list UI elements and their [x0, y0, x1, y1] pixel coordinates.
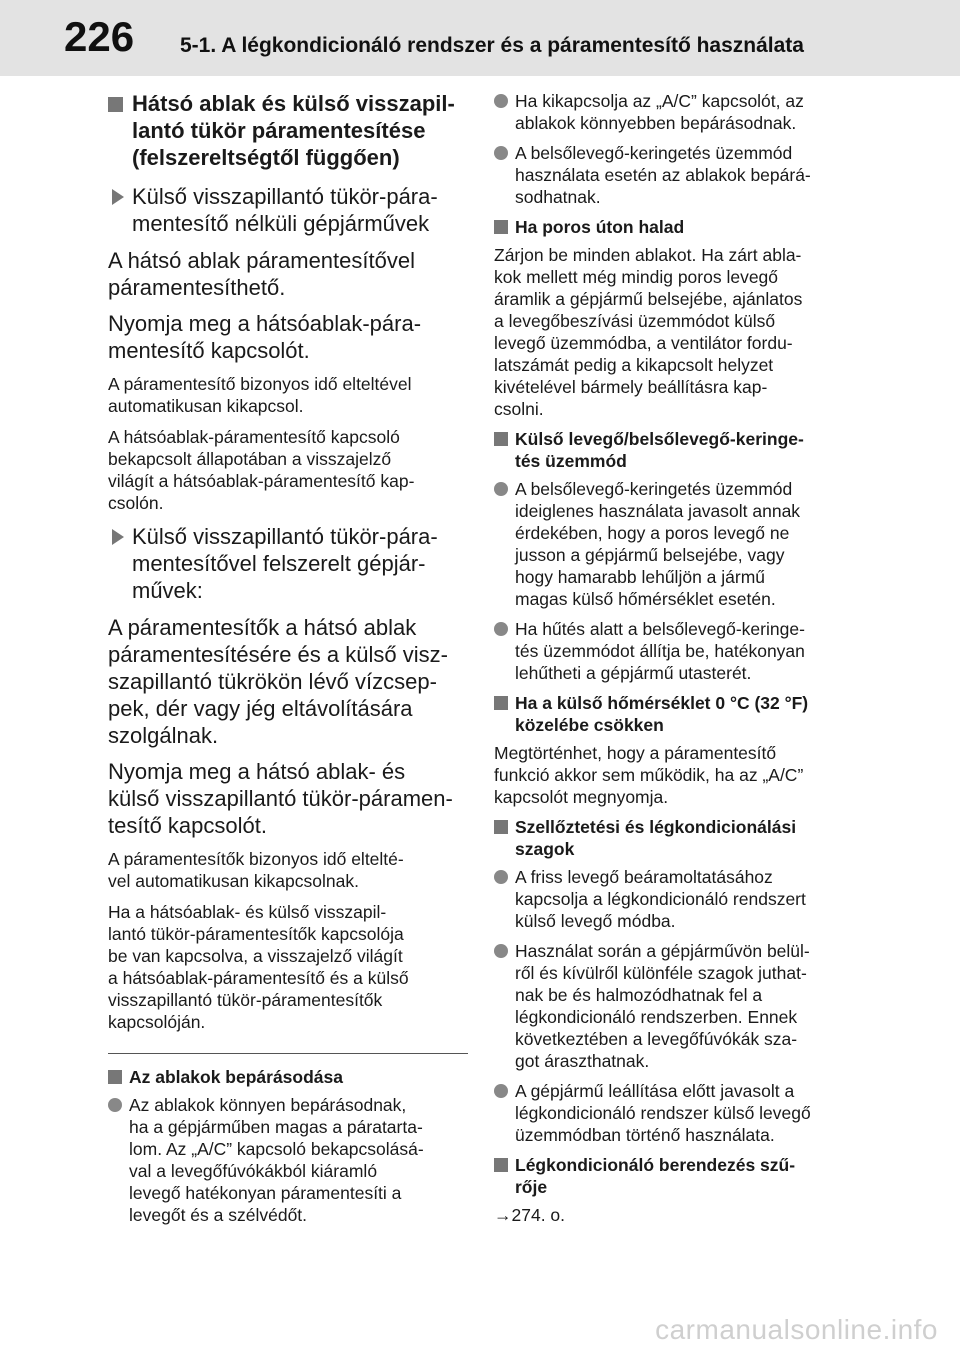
subheading-without-mirror-defogger	[108, 183, 468, 237]
text-line: vel automatikusan kikapcsolnak.	[108, 871, 359, 891]
text-line: a hátsóablak-páramentesítő és a külső	[108, 968, 409, 988]
text-line: ről és kívülről különféle szagok juthat-	[515, 963, 807, 983]
list-item-text	[515, 866, 866, 932]
text-line: Zárjon be minden ablakot. Ha zárt abla-	[494, 245, 802, 265]
square-bullet-icon	[494, 432, 508, 446]
note-text	[108, 426, 468, 514]
list-item-text	[515, 90, 866, 134]
list-item-text	[515, 940, 866, 1072]
text-line: kapcsolót megnyomja.	[494, 787, 669, 807]
text-line: magas külső hőmérséklet esetén.	[515, 589, 776, 609]
text-line: Külső visszapillantó tükör-pára-	[132, 184, 438, 209]
text-line: visszapillantó tükör-páramentesítők	[108, 990, 383, 1010]
text-line: páramentesítésére és a külső visz-	[108, 642, 448, 667]
text-line: latszámát pedig a kikapcsolt helyzet	[494, 355, 774, 375]
text-line: közelébe csökken	[515, 715, 664, 735]
text-line: A friss levegő beáramoltatásához	[515, 867, 773, 887]
paragraph	[494, 244, 866, 420]
list-item-text	[515, 478, 866, 610]
text-line: üzemmódban történő használata.	[515, 1125, 775, 1145]
square-bullet-icon	[494, 820, 508, 834]
text-line: levegő üzemmódba, a ventilátor fordu-	[494, 333, 793, 353]
info-heading-text	[515, 216, 866, 238]
text-line: mentesítővel felszerelt gépjár-	[132, 551, 426, 576]
info-heading-text	[515, 692, 866, 736]
text-line: kapcsolja a légkondicionáló rendszert	[515, 889, 806, 909]
text-line: val a levegőfúvókákból kiáramló	[129, 1161, 378, 1181]
list-item	[494, 90, 866, 134]
text-line: mentesítő nélküli gépjárművek	[132, 211, 430, 236]
heading-text	[132, 90, 468, 171]
text-line: a levegőbeszívási üzemmódot külső	[494, 311, 776, 331]
page-header	[0, 0, 960, 76]
list-item-text	[515, 1080, 866, 1146]
list-item-text	[129, 1094, 468, 1226]
circle-bullet-icon	[494, 94, 508, 108]
text-line: sodhatnak.	[515, 187, 601, 207]
right-column	[494, 90, 866, 1234]
page-number: 226	[64, 13, 135, 60]
text-line: Ha a hátsóablak- és külső visszapil-	[108, 902, 387, 922]
text-line: használata esetén az ablakok bepárá-	[515, 165, 811, 185]
list-item-text	[515, 618, 866, 684]
square-bullet-icon	[108, 97, 123, 112]
circle-bullet-icon	[108, 1098, 122, 1112]
text-line: Az ablakok könnyen bepárásodnak,	[129, 1095, 407, 1115]
section-heading-rear-window-defogger	[108, 90, 468, 171]
text-line: ablakok könnyebben bepárásodnak.	[515, 113, 797, 133]
info-heading-air-mode	[494, 428, 866, 472]
circle-bullet-icon	[494, 482, 508, 496]
list-item	[494, 142, 866, 208]
text-line: szolgálnak.	[108, 723, 219, 748]
text-line: Ha kikapcsolja az „A/C” kapcsolót, az	[515, 91, 804, 111]
list-item-text	[515, 142, 866, 208]
text-line: rője	[515, 1177, 548, 1197]
square-bullet-icon	[494, 220, 508, 234]
text-line: érdekében, hogy a poros levegő ne	[515, 523, 790, 543]
text-line: kok mellett még mindig poros levegő	[494, 267, 779, 287]
text-line: lantó tükör páramentesítése	[132, 118, 426, 143]
circle-bullet-icon	[494, 870, 508, 884]
text-line: Légkondicionáló berendezés szű-	[515, 1155, 796, 1175]
text-line: ha a gépjárműben magas a páratarta-	[129, 1117, 423, 1137]
section-divider	[108, 1053, 468, 1054]
text-line: A hátsóablak-páramentesítő kapcsoló	[108, 427, 400, 447]
circle-bullet-icon	[494, 944, 508, 958]
left-column	[108, 90, 468, 1234]
text-line: tés üzemmódot állítja be, hatékonyan	[515, 641, 805, 661]
info-heading-text	[515, 428, 866, 472]
info-heading-text	[129, 1066, 468, 1088]
text-line: csolón.	[108, 493, 164, 513]
circle-bullet-icon	[494, 146, 508, 160]
text-line: A páramentesítők bizonyos idő eltelté-	[108, 849, 404, 869]
subheading-with-mirror-defogger	[108, 523, 468, 604]
info-heading-text	[515, 1154, 866, 1198]
text-line: nak be és halmozódhatnak fel a	[515, 985, 763, 1005]
square-bullet-icon	[494, 1158, 508, 1172]
text-line: lehűtheti a gépjármű utasterét.	[515, 663, 752, 683]
page-reference-link[interactable]	[494, 1204, 866, 1226]
triangle-bullet-icon	[112, 189, 124, 205]
note-text	[108, 848, 468, 892]
text-line: got áraszthatnak.	[515, 1051, 650, 1071]
info-heading-text	[515, 816, 866, 860]
square-bullet-icon	[108, 1070, 122, 1084]
text-line: be van kapcsolva, a visszajelző világít	[108, 946, 403, 966]
text-line: légkondicionáló rendszerben. Ennek	[515, 1007, 798, 1027]
text-line: kivételével bármely beállításra kap-	[494, 377, 768, 397]
text-line: Nyomja meg a hátsó ablak- és	[108, 759, 406, 784]
note-text	[108, 901, 468, 1033]
text-line: funkció akkor sem működik, ha az „A/C”	[494, 765, 804, 785]
note-text	[108, 373, 468, 417]
text-line: áramlik a gépjármű belsejébe, ajánlatos	[494, 289, 803, 309]
text-line: mentesítő kapcsolót.	[108, 338, 310, 363]
circle-bullet-icon	[494, 1084, 508, 1098]
text-line: csolni.	[494, 399, 544, 419]
info-heading-dusty-road	[494, 216, 866, 238]
text-line: világít a hátsóablak-páramentesítő kap-	[108, 471, 415, 491]
text-line: külső levegő módba.	[515, 911, 676, 931]
text-line: jusson a gépjármű belsejébe, vagy	[515, 545, 785, 565]
paragraph	[108, 758, 468, 839]
subheading-text	[132, 183, 468, 237]
text-line: szapillantó tükrökön lévő vízcsep-	[108, 669, 437, 694]
text-line: lantó tükör-páramentesítők kapcsolója	[108, 924, 404, 944]
list-item	[108, 1094, 468, 1226]
text-line: ideiglenes használata javasolt annak	[515, 501, 801, 521]
info-heading-air-filter	[494, 1154, 866, 1198]
text-line: bekapcsolt állapotában a visszajelző	[108, 449, 392, 469]
text-line: A páramentesítők a hátsó ablak	[108, 615, 417, 640]
list-item	[494, 1080, 866, 1146]
text-line: következtében a levegőfúvókák sza-	[515, 1029, 798, 1049]
text-line: Ha hűtés alatt a belsőlevegő-keringe-	[515, 619, 805, 639]
text-line: művek:	[132, 578, 203, 603]
text-line: tés üzemmód	[515, 451, 627, 471]
list-item	[494, 478, 866, 610]
text-line: (felszereltségtől függően)	[132, 145, 400, 170]
circle-bullet-icon	[494, 622, 508, 636]
text-line: hogy hamarabb lehűljön a jármű	[515, 567, 766, 587]
chapter-title: 5-1. A légkondicionáló rendszer és a páramentesítő használata	[180, 34, 804, 57]
subheading-text	[132, 523, 468, 604]
list-item	[494, 866, 866, 932]
text-line: →274. o.	[494, 1205, 566, 1225]
text-line: lom. Az „A/C” kapcsoló bekapcsolásá-	[129, 1139, 424, 1159]
text-line: levegőt és a szélvédőt.	[129, 1205, 308, 1225]
text-line: Hátsó ablak és külső visszapil-	[132, 91, 455, 116]
watermark: carmanualsonline.info	[655, 1314, 938, 1345]
text-line: légkondicionáló rendszer külső levegő	[515, 1103, 811, 1123]
text-line: automatikusan kikapcsol.	[108, 396, 304, 416]
text-line: A belsőlevegő-keringetés üzemmód	[515, 143, 793, 163]
text-line: Nyomja meg a hátsóablak-pára-	[108, 311, 422, 336]
text-line: kapcsolóján.	[108, 1012, 206, 1032]
text-line: levegő hatékonyan páramentesíti a	[129, 1183, 402, 1203]
text-line: Szellőztetési és légkondicionálási	[515, 817, 797, 837]
info-heading-window-fogging	[108, 1066, 468, 1088]
paragraph	[108, 247, 468, 301]
text-line: Külső levegő/belsőlevegő-keringe-	[515, 429, 804, 449]
text-line: pek, dér vagy jég eltávolítására	[108, 696, 413, 721]
paragraph	[108, 614, 468, 749]
text-line: Ha a külső hőmérséklet 0 °C (32 °F)	[515, 693, 809, 713]
text-line: Megtörténhet, hogy a páramentesítő	[494, 743, 777, 763]
text-line: szagok	[515, 839, 575, 859]
text-line: A gépjármű leállítása előtt javasolt a	[515, 1081, 795, 1101]
text-line: A hátsó ablak páramentesítővel	[108, 248, 415, 273]
text-line: Külső visszapillantó tükör-pára-	[132, 524, 438, 549]
list-item	[494, 940, 866, 1072]
paragraph	[108, 310, 468, 364]
info-heading-low-temperature	[494, 692, 866, 736]
text-line: Használat során a gépjárművön belül-	[515, 941, 810, 961]
text-line: A belsőlevegő-keringetés üzemmód	[515, 479, 793, 499]
text-line: páramentesíthető.	[108, 275, 286, 300]
triangle-bullet-icon	[112, 529, 124, 545]
text-line: Ha poros úton halad	[515, 217, 685, 237]
square-bullet-icon	[494, 696, 508, 710]
text-line: külső visszapillantó tükör-páramen-	[108, 786, 453, 811]
info-heading-odors	[494, 816, 866, 860]
text-line: Az ablakok bepárásodása	[129, 1067, 343, 1087]
text-line: A páramentesítő bizonyos idő elteltével	[108, 374, 412, 394]
text-line: tesítő kapcsolót.	[108, 813, 267, 838]
paragraph	[494, 742, 866, 808]
list-item	[494, 618, 866, 684]
